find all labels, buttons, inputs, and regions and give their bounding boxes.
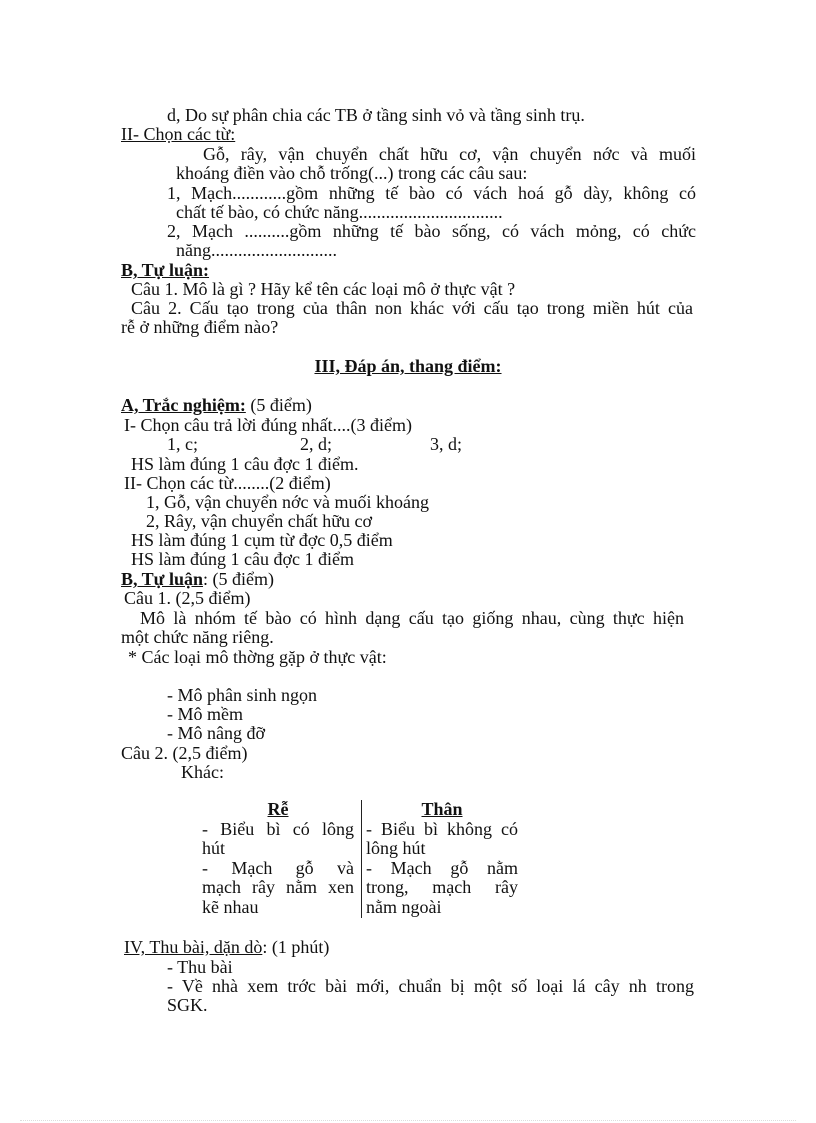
scoring-note-2: HS làm đúng 1 cụm từ đợc 0,5 điểm — [131, 530, 393, 550]
collect-work-item: - Thu bài — [167, 957, 233, 977]
choose-best-answer-line: I- Chọn câu trả lời đúng nhất....(3 điểm) — [124, 415, 412, 435]
section-ii-heading: II- Chọn các từ: — [121, 124, 236, 144]
fill-item-2-line-2: năng............................ — [176, 240, 337, 260]
tissue-definition-line-2: một chức năng riêng. — [121, 627, 274, 647]
answer-question-2-heading: Câu 2. (2,5 điểm) — [121, 743, 248, 763]
root-row2-line1: - Mạch gỗ và — [202, 857, 354, 878]
question-1: Câu 1. Mô là gì ? Hãy kể tên các loại mô ở thực vật ? — [131, 279, 516, 299]
homework-line-1: - Về nhà xem trớc bài mới, chuẩn bị một số loại lá cây nh trong — [167, 976, 694, 996]
stem-row2-line2: trong, mạch rây — [366, 877, 518, 897]
fill-item-1-line-1: 1, Mạch............gồm những tế bào có vách hoá gỗ dày, không có — [167, 183, 696, 203]
tissue-type-1: - Mô phân sinh ngọn — [167, 685, 317, 705]
tissue-types-intro: * Các loại mô thờng gặp ở thực vật: — [128, 647, 387, 667]
answer-question-1-heading: Câu 1. (2,5 điểm) — [124, 588, 251, 608]
tissue-type-2: - Mô mềm — [167, 704, 243, 724]
page-bottom-rule — [20, 1120, 796, 1121]
tissue-definition-line-1: Mô là nhóm tế bào có hình dạng cấu tạo giống nhau, cùng thực hiện — [140, 608, 684, 628]
stem-row2-line1: - Mạch gỗ nằm — [366, 857, 518, 878]
multiple-choice-heading — [121, 395, 312, 415]
answer-3: 3, d; — [430, 434, 463, 454]
question-2-line-2: rễ ở những điểm nào? — [121, 317, 279, 337]
root-row1-line1: - Biểu bì có lông — [202, 818, 354, 839]
words-answer-1: 1, Gỗ, vận chuyển nớc và muối khoáng — [146, 492, 429, 512]
option-d-line: d, Do sự phân chia các TB ở tầng sinh vỏ và tầng sinh trụ. — [167, 105, 585, 125]
scoring-note-1: HS làm đúng 1 câu đợc 1 điểm. — [131, 454, 359, 474]
scoring-note-3: HS làm đúng 1 câu đợc 1 điểm — [131, 549, 354, 569]
section-iv-label: IV, Thu bài, dặn dò — [124, 937, 263, 957]
section-iv-heading — [124, 937, 329, 957]
essay-answer-points: : (5 điểm) — [203, 569, 274, 589]
fill-item-2-line-1: 2, Mạch ..........gồm những tế bào sống, có vách mỏng, có chức — [167, 221, 696, 241]
answers-title: III, Đáp án, thang điểm: — [314, 356, 502, 376]
multiple-choice-label: A, Trắc nghiệm: — [121, 395, 246, 415]
multiple-choice-points: (5 điểm) — [245, 395, 312, 415]
answer-1: 1, c; — [167, 434, 198, 454]
differences-label: Khác: — [181, 762, 224, 782]
fill-item-1-line-2: chất tế bào, có chức năng................................ — [176, 202, 503, 222]
root-stem-comparison-table — [202, 800, 522, 918]
stem-row1-line2: lông hút — [366, 838, 426, 858]
stem-row2-line3: nằm ngoài — [366, 896, 442, 917]
section-iv-points: : (1 phút) — [262, 937, 330, 957]
essay-answer-label: B, Tự luận — [121, 569, 204, 589]
stem-column-header: Thân — [421, 799, 463, 819]
homework-line-2: SGK. — [167, 995, 208, 1015]
root-column-header: Rễ — [267, 799, 289, 819]
column-divider — [361, 800, 362, 918]
root-row2-line3: kẽ nhau — [202, 896, 259, 917]
stem-row1-line1: - Biểu bì không có — [366, 818, 518, 839]
question-2-line-1: Câu 2. Cấu tạo trong của thân non khác với cấu tạo trong miền hút của — [131, 298, 693, 318]
words-answer-2: 2, Rây, vận chuyển chất hữu cơ — [146, 511, 373, 531]
word-list-line-1: Gỗ, rây, vận chuyển chất hữu cơ, vận chuyển nớc và muối — [203, 144, 696, 164]
tissue-type-3: - Mô nâng đỡ — [167, 723, 266, 743]
choose-words-answer-line: II- Chọn các từ........(2 điểm) — [124, 473, 331, 493]
word-list-line-2: khoáng điền vào chỗ trống(...) trong các câu sau: — [176, 163, 528, 183]
root-row2-line2: mạch rây nằm xen — [202, 877, 354, 897]
essay-heading: B, Tự luận: — [121, 260, 210, 280]
stem-column — [366, 800, 518, 917]
essay-answer-heading — [121, 569, 274, 589]
root-column — [202, 800, 354, 917]
root-row1-line2: hút — [202, 838, 226, 858]
answer-2: 2, d; — [300, 434, 333, 454]
